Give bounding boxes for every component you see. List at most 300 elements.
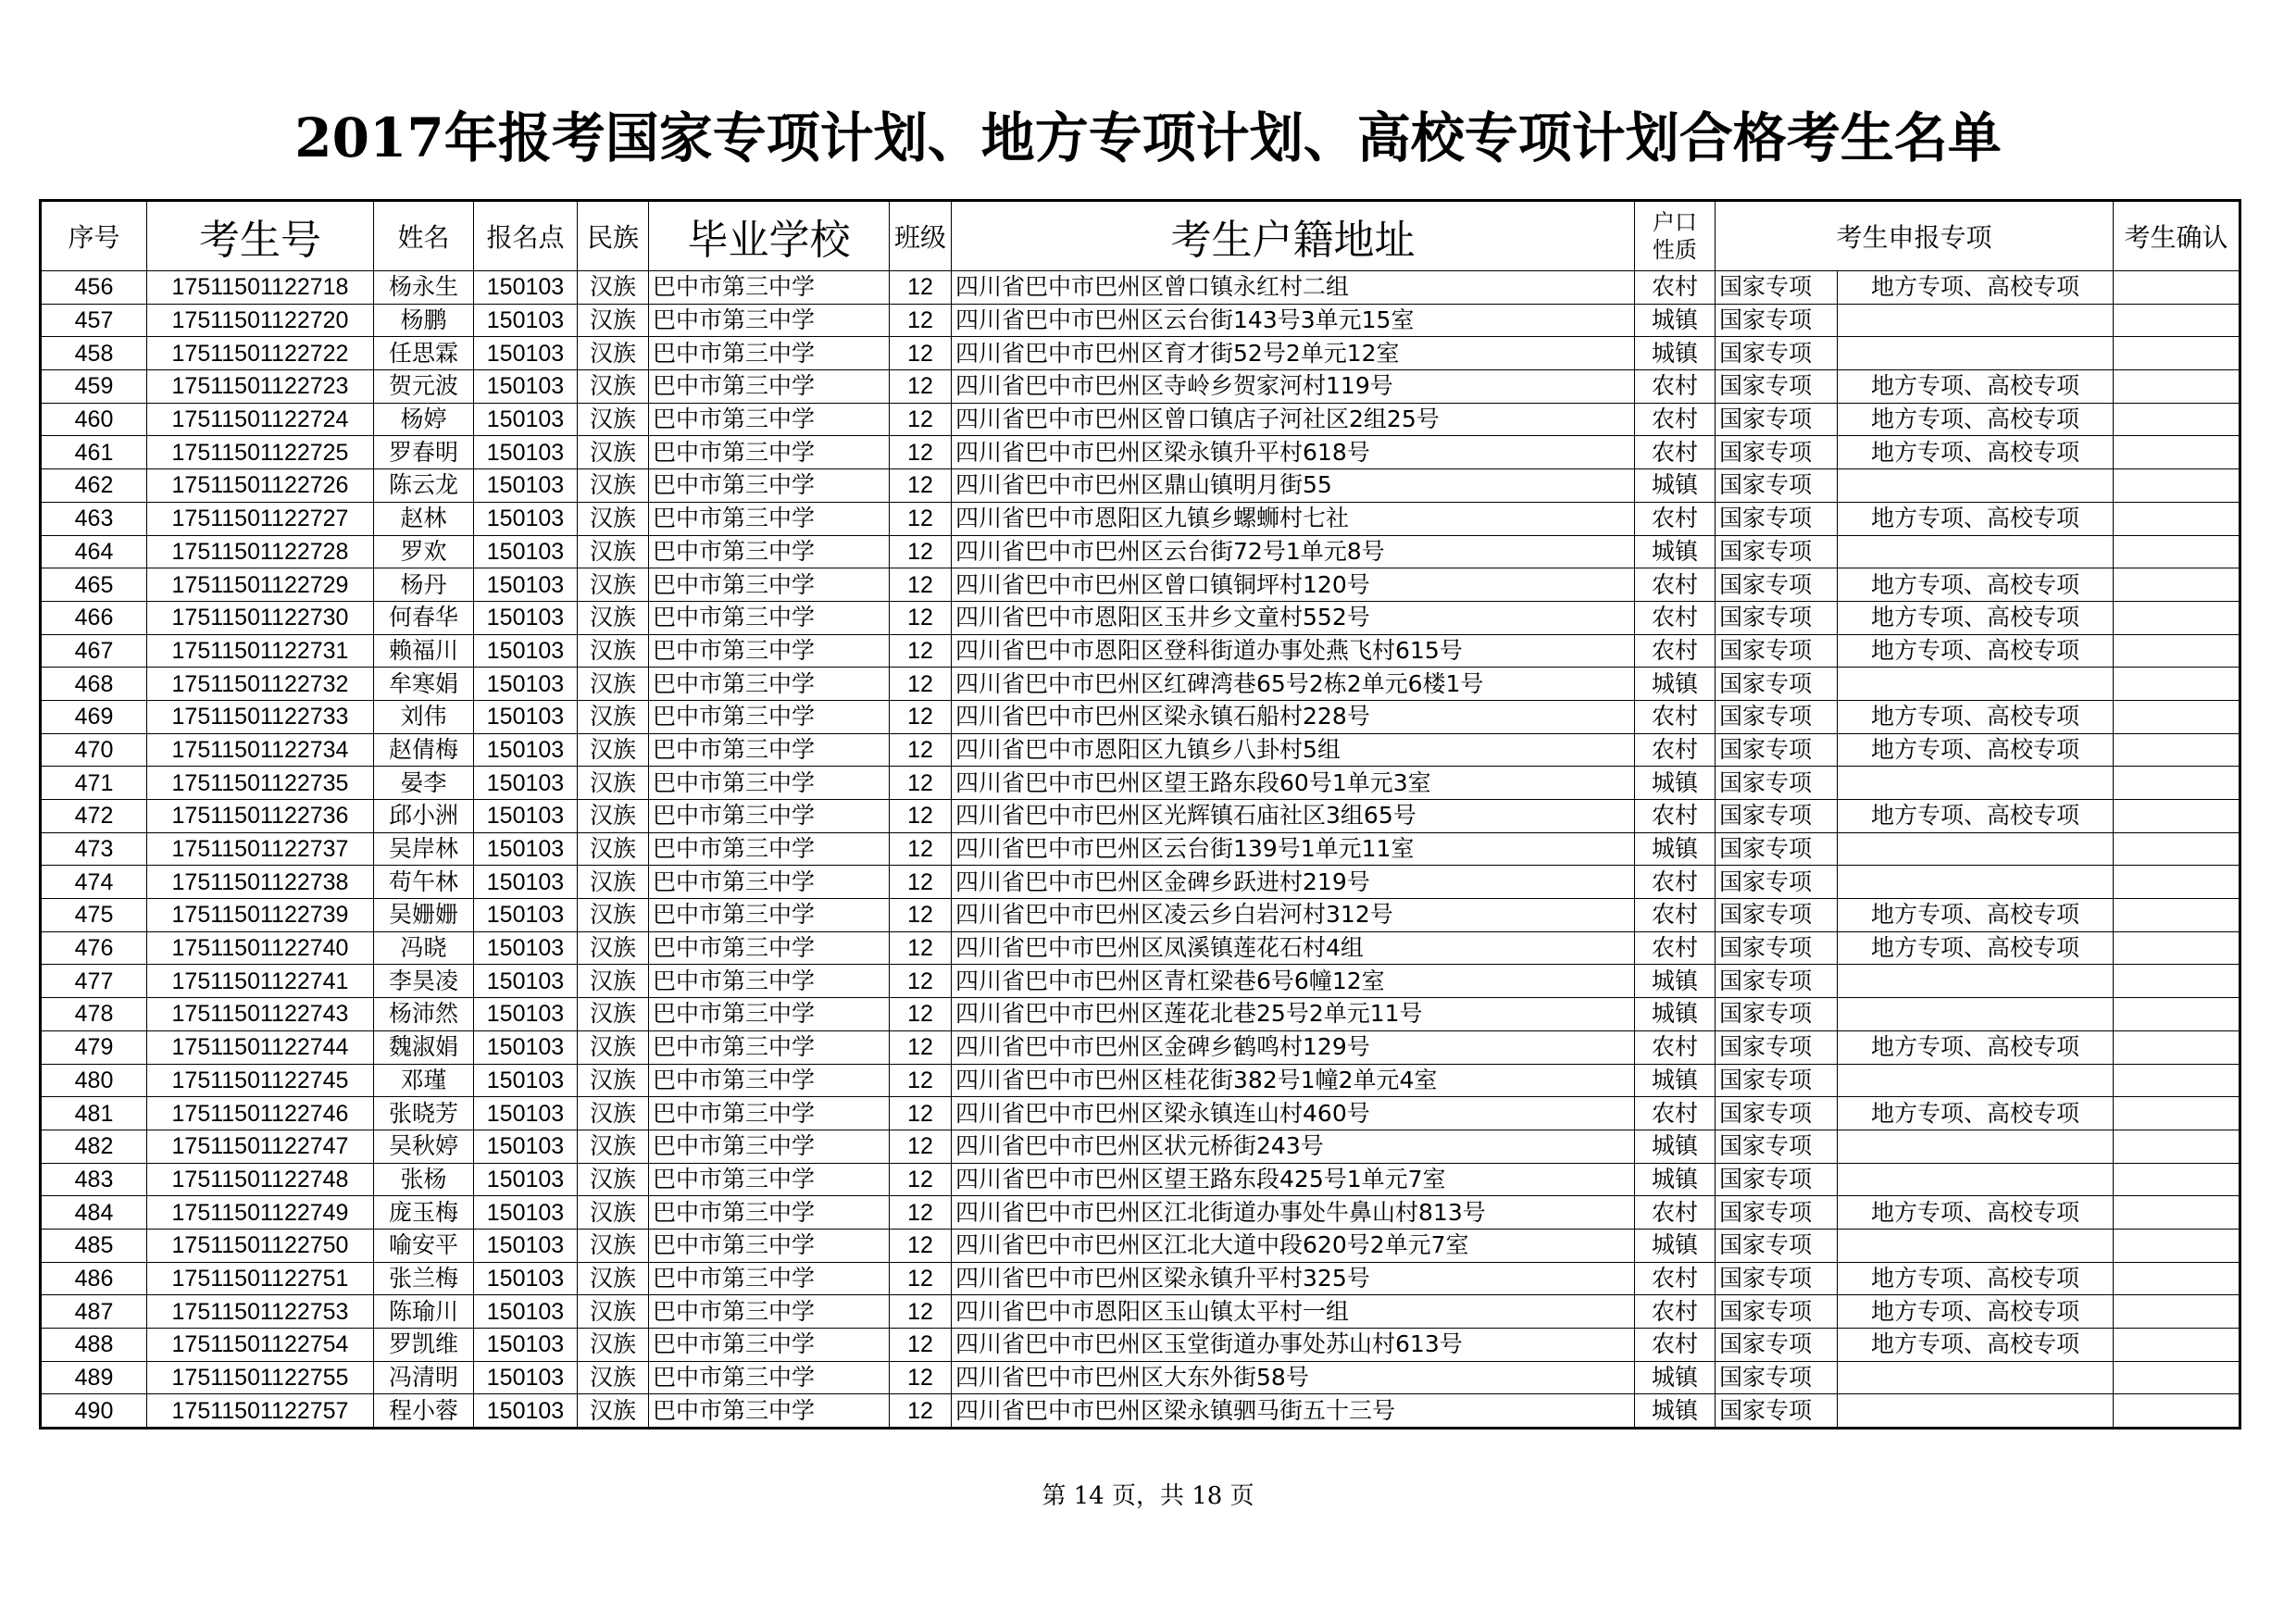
cell-name: 杨永生 [374, 271, 474, 305]
cell-school: 巴中市第三中学 [649, 304, 890, 337]
cell-ethnicity: 汉族 [578, 271, 649, 305]
cell-hukou: 城镇 [1635, 668, 1716, 701]
table-row [41, 1097, 2240, 1130]
cell-site: 150103 [474, 403, 578, 436]
cell-exam-id: 17511501122746 [147, 1097, 374, 1130]
cell-site: 150103 [474, 1229, 578, 1262]
cell-hukou: 农村 [1635, 436, 1716, 469]
cell-program-national: 国家专项 [1716, 998, 1838, 1031]
cell-hukou: 农村 [1635, 1295, 1716, 1329]
cell-program-local-university [1838, 1064, 2114, 1097]
cell-hukou: 城镇 [1635, 1064, 1716, 1097]
cell-hukou: 农村 [1635, 601, 1716, 634]
cell-exam-id: 17511501122743 [147, 998, 374, 1031]
cell-program-local-university [1838, 767, 2114, 800]
cell-seq: 480 [41, 1064, 147, 1097]
cell-hukou: 农村 [1635, 866, 1716, 899]
cell-program-local-university [1838, 668, 2114, 701]
cell-address: 四川省巴中市巴州区梁永镇驷马街五十三号 [952, 1394, 1635, 1429]
cell-site: 150103 [474, 668, 578, 701]
cell-site: 150103 [474, 469, 578, 503]
cell-exam-id: 17511501122749 [147, 1196, 374, 1230]
cell-exam-id: 17511501122750 [147, 1229, 374, 1262]
header-hukou [1635, 201, 1716, 271]
cell-program-national: 国家专项 [1716, 1262, 1838, 1295]
cell-site: 150103 [474, 1329, 578, 1362]
cell-name: 罗欢 [374, 535, 474, 568]
cell-school: 巴中市第三中学 [649, 601, 890, 634]
table-row [41, 1030, 2240, 1064]
cell-confirm [2114, 1229, 2240, 1262]
cell-site: 150103 [474, 1163, 578, 1196]
cell-program-national: 国家专项 [1716, 1163, 1838, 1196]
cell-seq: 472 [41, 800, 147, 833]
header-hukou-line2: 性质 [1653, 237, 1697, 263]
cell-ethnicity: 汉族 [578, 998, 649, 1031]
cell-ethnicity: 汉族 [578, 1196, 649, 1230]
cell-exam-id: 17511501122755 [147, 1361, 374, 1394]
cell-school: 巴中市第三中学 [649, 1196, 890, 1230]
cell-program-national: 国家专项 [1716, 436, 1838, 469]
cell-confirm [2114, 965, 2240, 998]
cell-ethnicity: 汉族 [578, 304, 649, 337]
cell-program-national: 国家专项 [1716, 469, 1838, 503]
cell-ethnicity: 汉族 [578, 1394, 649, 1429]
cell-program-local-university [1838, 832, 2114, 866]
cell-seq: 471 [41, 767, 147, 800]
cell-hukou: 农村 [1635, 931, 1716, 965]
cell-seq: 473 [41, 832, 147, 866]
cell-school: 巴中市第三中学 [649, 931, 890, 965]
cell-address: 四川省巴中市巴州区红碑湾巷65号2栋2单元6楼1号 [952, 668, 1635, 701]
cell-class: 12 [890, 469, 952, 503]
cell-ethnicity: 汉族 [578, 1361, 649, 1394]
cell-site: 150103 [474, 436, 578, 469]
cell-site: 150103 [474, 271, 578, 305]
cell-confirm [2114, 1163, 2240, 1196]
header-ethnicity: 民族 [578, 201, 649, 271]
cell-ethnicity: 汉族 [578, 1229, 649, 1262]
cell-address: 四川省巴中市巴州区大东外街58号 [952, 1361, 1635, 1394]
cell-seq: 475 [41, 899, 147, 932]
cell-exam-id: 17511501122744 [147, 1030, 374, 1064]
cell-address: 四川省巴中市巴州区凤溪镇莲花石村4组 [952, 931, 1635, 965]
cell-program-local-university [1838, 535, 2114, 568]
cell-seq: 459 [41, 370, 147, 404]
cell-ethnicity: 汉族 [578, 1130, 649, 1163]
cell-address: 四川省巴中市巴州区梁永镇升平村618号 [952, 436, 1635, 469]
table-row [41, 800, 2240, 833]
cell-hukou: 城镇 [1635, 304, 1716, 337]
cell-school: 巴中市第三中学 [649, 436, 890, 469]
cell-confirm [2114, 1064, 2240, 1097]
cell-program-local-university [1838, 469, 2114, 503]
cell-hukou: 城镇 [1635, 767, 1716, 800]
cell-program-local-university: 地方专项、高校专项 [1838, 436, 2114, 469]
table-row [41, 931, 2240, 965]
cell-class: 12 [890, 502, 952, 535]
cell-site: 150103 [474, 1097, 578, 1130]
cell-name: 吴秋婷 [374, 1130, 474, 1163]
cell-program-local-university: 地方专项、高校专项 [1838, 1329, 2114, 1362]
cell-ethnicity: 汉族 [578, 1097, 649, 1130]
cell-school: 巴中市第三中学 [649, 733, 890, 767]
cell-ethnicity: 汉族 [578, 469, 649, 503]
cell-program-national: 国家专项 [1716, 271, 1838, 305]
cell-seq: 460 [41, 403, 147, 436]
cell-confirm [2114, 800, 2240, 833]
cell-confirm [2114, 1262, 2240, 1295]
cell-site: 150103 [474, 931, 578, 965]
table-row [41, 733, 2240, 767]
cell-name: 李昊凌 [374, 965, 474, 998]
cell-name: 晏李 [374, 767, 474, 800]
cell-program-local-university: 地方专项、高校专项 [1838, 370, 2114, 404]
cell-class: 12 [890, 1196, 952, 1230]
cell-hukou: 城镇 [1635, 1394, 1716, 1429]
cell-program-local-university: 地方专项、高校专项 [1838, 271, 2114, 305]
cell-name: 吴姗姗 [374, 899, 474, 932]
cell-class: 12 [890, 1097, 952, 1130]
cell-class: 12 [890, 304, 952, 337]
table-row [41, 1295, 2240, 1329]
cell-program-local-university [1838, 866, 2114, 899]
cell-site: 150103 [474, 304, 578, 337]
cell-program-local-university: 地方专项、高校专项 [1838, 700, 2114, 733]
table-row [41, 370, 2240, 404]
cell-class: 12 [890, 1262, 952, 1295]
cell-program-national: 国家专项 [1716, 800, 1838, 833]
cell-class: 12 [890, 403, 952, 436]
cell-program-national: 国家专项 [1716, 899, 1838, 932]
header-address: 考生户籍地址 [952, 201, 1635, 271]
cell-school: 巴中市第三中学 [649, 899, 890, 932]
cell-ethnicity: 汉族 [578, 601, 649, 634]
cell-site: 150103 [474, 1196, 578, 1230]
candidate-table [39, 199, 2241, 1429]
cell-name: 任思霖 [374, 337, 474, 370]
cell-school: 巴中市第三中学 [649, 634, 890, 668]
cell-hukou: 城镇 [1635, 998, 1716, 1031]
table-row [41, 700, 2240, 733]
cell-class: 12 [890, 1361, 952, 1394]
cell-ethnicity: 汉族 [578, 337, 649, 370]
cell-ethnicity: 汉族 [578, 965, 649, 998]
cell-ethnicity: 汉族 [578, 1163, 649, 1196]
cell-address: 四川省巴中市巴州区青杠梁巷6号6幢12室 [952, 965, 1635, 998]
cell-seq: 479 [41, 1030, 147, 1064]
cell-name: 陈云龙 [374, 469, 474, 503]
cell-exam-id: 17511501122729 [147, 568, 374, 602]
cell-program-national: 国家专项 [1716, 403, 1838, 436]
cell-school: 巴中市第三中学 [649, 965, 890, 998]
cell-name: 张杨 [374, 1163, 474, 1196]
cell-school: 巴中市第三中学 [649, 469, 890, 503]
cell-hukou: 城镇 [1635, 337, 1716, 370]
cell-program-local-university [1838, 337, 2114, 370]
cell-class: 12 [890, 965, 952, 998]
cell-confirm [2114, 370, 2240, 404]
cell-seq: 468 [41, 668, 147, 701]
header-hukou-line1: 户口 [1653, 209, 1697, 235]
cell-ethnicity: 汉族 [578, 370, 649, 404]
cell-address: 四川省巴中市恩阳区玉井乡文童村552号 [952, 601, 1635, 634]
header-school: 毕业学校 [649, 201, 890, 271]
cell-class: 12 [890, 634, 952, 668]
cell-program-national: 国家专项 [1716, 535, 1838, 568]
cell-seq: 466 [41, 601, 147, 634]
cell-confirm [2114, 899, 2240, 932]
table-row [41, 271, 2240, 305]
cell-hukou: 农村 [1635, 1329, 1716, 1362]
cell-seq: 458 [41, 337, 147, 370]
cell-name: 苟午林 [374, 866, 474, 899]
cell-exam-id: 17511501122728 [147, 535, 374, 568]
cell-site: 150103 [474, 1295, 578, 1329]
cell-site: 150103 [474, 832, 578, 866]
header-confirm: 考生确认 [2114, 201, 2240, 271]
cell-seq: 465 [41, 568, 147, 602]
cell-seq: 478 [41, 998, 147, 1031]
table-row [41, 1229, 2240, 1262]
cell-hukou: 农村 [1635, 1030, 1716, 1064]
cell-school: 巴中市第三中学 [649, 337, 890, 370]
cell-class: 12 [890, 1329, 952, 1362]
cell-exam-id: 17511501122730 [147, 601, 374, 634]
cell-ethnicity: 汉族 [578, 733, 649, 767]
cell-hukou: 农村 [1635, 502, 1716, 535]
cell-confirm [2114, 668, 2240, 701]
cell-site: 150103 [474, 733, 578, 767]
cell-site: 150103 [474, 502, 578, 535]
cell-seq: 463 [41, 502, 147, 535]
cell-confirm [2114, 1394, 2240, 1429]
cell-program-local-university: 地方专项、高校专项 [1838, 931, 2114, 965]
table-row [41, 337, 2240, 370]
cell-exam-id: 17511501122748 [147, 1163, 374, 1196]
table-row [41, 965, 2240, 998]
cell-hukou: 城镇 [1635, 535, 1716, 568]
cell-class: 12 [890, 800, 952, 833]
cell-name: 魏淑娟 [374, 1030, 474, 1064]
cell-exam-id: 17511501122739 [147, 899, 374, 932]
cell-program-national: 国家专项 [1716, 337, 1838, 370]
header-programs: 考生申报专项 [1716, 201, 2114, 271]
cell-address: 四川省巴中市巴州区金碑乡跃进村219号 [952, 866, 1635, 899]
cell-program-national: 国家专项 [1716, 965, 1838, 998]
cell-confirm [2114, 436, 2240, 469]
cell-confirm [2114, 998, 2240, 1031]
cell-ethnicity: 汉族 [578, 668, 649, 701]
cell-seq: 477 [41, 965, 147, 998]
cell-ethnicity: 汉族 [578, 634, 649, 668]
cell-address: 四川省巴中市巴州区云台街139号1单元11室 [952, 832, 1635, 866]
cell-ethnicity: 汉族 [578, 1329, 649, 1362]
cell-seq: 489 [41, 1361, 147, 1394]
cell-class: 12 [890, 337, 952, 370]
cell-name: 张兰梅 [374, 1262, 474, 1295]
cell-program-national: 国家专项 [1716, 634, 1838, 668]
cell-school: 巴中市第三中学 [649, 370, 890, 404]
cell-program-local-university: 地方专项、高校专项 [1838, 733, 2114, 767]
cell-school: 巴中市第三中学 [649, 502, 890, 535]
cell-confirm [2114, 535, 2240, 568]
cell-confirm [2114, 866, 2240, 899]
cell-address: 四川省巴中市巴州区曾口镇永红村二组 [952, 271, 1635, 305]
cell-address: 四川省巴中市巴州区育才街52号2单元12室 [952, 337, 1635, 370]
cell-program-local-university: 地方专项、高校专项 [1838, 601, 2114, 634]
cell-program-local-university [1838, 1394, 2114, 1429]
cell-ethnicity: 汉族 [578, 502, 649, 535]
cell-address: 四川省巴中市巴州区江北大道中段620号2单元7室 [952, 1229, 1635, 1262]
cell-school: 巴中市第三中学 [649, 568, 890, 602]
table-row [41, 1196, 2240, 1230]
cell-school: 巴中市第三中学 [649, 866, 890, 899]
cell-program-national: 国家专项 [1716, 1329, 1838, 1362]
cell-class: 12 [890, 1229, 952, 1262]
cell-ethnicity: 汉族 [578, 436, 649, 469]
cell-site: 150103 [474, 370, 578, 404]
cell-address: 四川省巴中市巴州区望王路东段425号1单元7室 [952, 1163, 1635, 1196]
cell-class: 12 [890, 1163, 952, 1196]
cell-address: 四川省巴中市巴州区曾口镇店子河社区2组25号 [952, 403, 1635, 436]
table-row [41, 1329, 2240, 1362]
table-row [41, 469, 2240, 503]
cell-ethnicity: 汉族 [578, 1064, 649, 1097]
cell-hukou: 农村 [1635, 370, 1716, 404]
cell-address: 四川省巴中市巴州区江北街道办事处牛鼻山村813号 [952, 1196, 1635, 1230]
cell-seq: 490 [41, 1394, 147, 1429]
table-row [41, 866, 2240, 899]
cell-school: 巴中市第三中学 [649, 1295, 890, 1329]
cell-name: 冯清明 [374, 1361, 474, 1394]
table-row [41, 832, 2240, 866]
cell-exam-id: 17511501122718 [147, 271, 374, 305]
cell-hukou: 农村 [1635, 568, 1716, 602]
cell-school: 巴中市第三中学 [649, 1229, 890, 1262]
cell-class: 12 [890, 668, 952, 701]
cell-class: 12 [890, 535, 952, 568]
cell-name: 贺元波 [374, 370, 474, 404]
cell-confirm [2114, 1329, 2240, 1362]
cell-class: 12 [890, 568, 952, 602]
cell-ethnicity: 汉族 [578, 1262, 649, 1295]
cell-program-local-university: 地方专项、高校专项 [1838, 1097, 2114, 1130]
cell-address: 四川省巴中市巴州区桂花街382号1幢2单元4室 [952, 1064, 1635, 1097]
cell-seq: 488 [41, 1329, 147, 1362]
cell-exam-id: 17511501122727 [147, 502, 374, 535]
cell-confirm [2114, 1196, 2240, 1230]
cell-program-national: 国家专项 [1716, 1196, 1838, 1230]
cell-program-local-university [1838, 1163, 2114, 1196]
cell-site: 150103 [474, 601, 578, 634]
cell-program-local-university: 地方专项、高校专项 [1838, 1196, 2114, 1230]
cell-name: 冯晓 [374, 931, 474, 965]
cell-address: 四川省巴中市恩阳区玉山镇太平村一组 [952, 1295, 1635, 1329]
table-body [41, 271, 2240, 1429]
cell-hukou: 农村 [1635, 1097, 1716, 1130]
cell-confirm [2114, 337, 2240, 370]
cell-program-national: 国家专项 [1716, 767, 1838, 800]
cell-confirm [2114, 1097, 2240, 1130]
cell-ethnicity: 汉族 [578, 535, 649, 568]
cell-confirm [2114, 502, 2240, 535]
cell-name: 杨沛然 [374, 998, 474, 1031]
cell-address: 四川省巴中市巴州区寺岭乡贺家河村119号 [952, 370, 1635, 404]
cell-name: 罗春明 [374, 436, 474, 469]
table-row [41, 601, 2240, 634]
cell-ethnicity: 汉族 [578, 700, 649, 733]
cell-exam-id: 17511501122754 [147, 1329, 374, 1362]
cell-exam-id: 17511501122722 [147, 337, 374, 370]
cell-program-national: 国家专项 [1716, 1361, 1838, 1394]
cell-exam-id: 17511501122737 [147, 832, 374, 866]
table-row [41, 1130, 2240, 1163]
cell-exam-id: 17511501122731 [147, 634, 374, 668]
cell-address: 四川省巴中市巴州区曾口镇铜坪村120号 [952, 568, 1635, 602]
cell-program-local-university: 地方专项、高校专项 [1838, 634, 2114, 668]
cell-program-national: 国家专项 [1716, 1030, 1838, 1064]
cell-name: 邓瑾 [374, 1064, 474, 1097]
cell-hukou: 城镇 [1635, 1130, 1716, 1163]
table-row [41, 899, 2240, 932]
cell-school: 巴中市第三中学 [649, 1030, 890, 1064]
page-title: 2017年报考国家专项计划、地方专项计划、高校专项计划合格考生名单 [294, 106, 2002, 169]
cell-address: 四川省巴中市巴州区玉堂街道办事处苏山村613号 [952, 1329, 1635, 1362]
cell-name: 程小蓉 [374, 1394, 474, 1429]
cell-program-local-university [1838, 1229, 2114, 1262]
cell-school: 巴中市第三中学 [649, 1394, 890, 1429]
header-site: 报名点 [474, 201, 578, 271]
cell-school: 巴中市第三中学 [649, 800, 890, 833]
table-row [41, 998, 2240, 1031]
cell-program-local-university [1838, 1361, 2114, 1394]
cell-site: 150103 [474, 535, 578, 568]
cell-program-local-university: 地方专项、高校专项 [1838, 568, 2114, 602]
cell-exam-id: 17511501122734 [147, 733, 374, 767]
cell-seq: 464 [41, 535, 147, 568]
cell-hukou: 农村 [1635, 899, 1716, 932]
cell-exam-id: 17511501122753 [147, 1295, 374, 1329]
cell-hukou: 农村 [1635, 403, 1716, 436]
cell-address: 四川省巴中市恩阳区九镇乡螺蛳村七社 [952, 502, 1635, 535]
cell-program-national: 国家专项 [1716, 1229, 1838, 1262]
cell-seq: 462 [41, 469, 147, 503]
cell-confirm [2114, 271, 2240, 305]
cell-ethnicity: 汉族 [578, 1030, 649, 1064]
cell-seq: 461 [41, 436, 147, 469]
cell-class: 12 [890, 271, 952, 305]
cell-exam-id: 17511501122751 [147, 1262, 374, 1295]
cell-address: 四川省巴中市巴州区凌云乡白岩河村312号 [952, 899, 1635, 932]
cell-hukou: 农村 [1635, 1196, 1716, 1230]
cell-address: 四川省巴中市巴州区鼎山镇明月街55 [952, 469, 1635, 503]
cell-site: 150103 [474, 568, 578, 602]
cell-exam-id: 17511501122726 [147, 469, 374, 503]
cell-school: 巴中市第三中学 [649, 668, 890, 701]
cell-school: 巴中市第三中学 [649, 700, 890, 733]
cell-confirm [2114, 700, 2240, 733]
cell-seq: 484 [41, 1196, 147, 1230]
cell-confirm [2114, 304, 2240, 337]
cell-ethnicity: 汉族 [578, 899, 649, 932]
cell-confirm [2114, 469, 2240, 503]
cell-program-local-university [1838, 1130, 2114, 1163]
cell-exam-id: 17511501122723 [147, 370, 374, 404]
page-footer: 第 14 页，共 18 页 [1042, 1482, 1254, 1510]
cell-program-local-university [1838, 998, 2114, 1031]
cell-name: 喻安平 [374, 1229, 474, 1262]
